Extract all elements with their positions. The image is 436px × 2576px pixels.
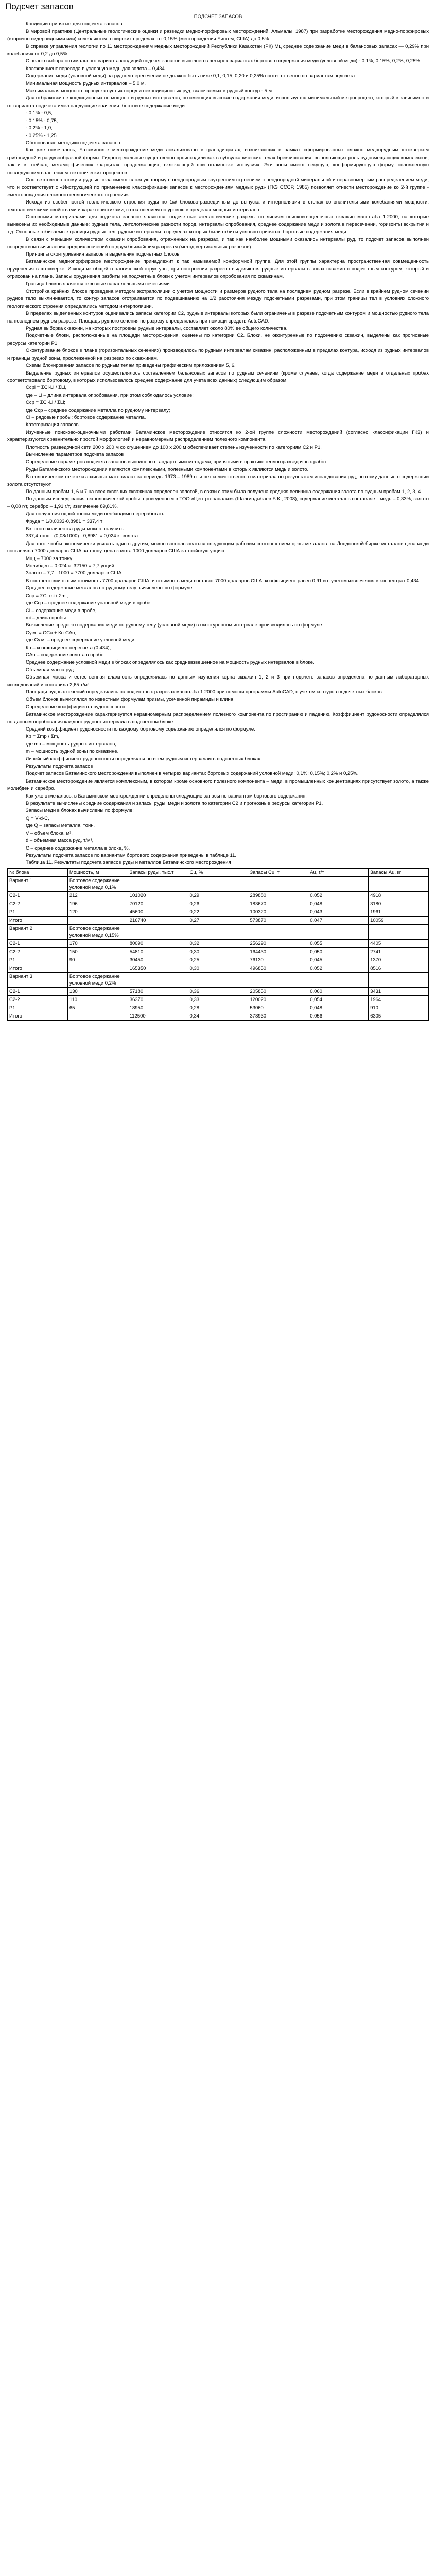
paragraph: 337,4 тонн · (0,08/1000) · 0,8981 = 0,024 кг золота (26, 533, 138, 539)
paragraph: Основными материалами для подсчета запасов являются: подсчетные «геологические разрезы по линиям поисково-оценочных скважин масштаба 1:2000, на которые вынесены их необходимые данные: рудные тела, литологические разности пород, интервалы опробования, среднее содержание меди и золота в пересечении, горизонты вскрытия и т.д. Основные отбиваемые границы рудных тел, рудные интервалы в пределах которых были отбиты условно принятые бортовые содержания меди. (7, 214, 429, 235)
paragraph: Подсчет запасов Батаминского месторождения выполнен в четырех вариантах бортовых содержаний условной меди: 0,1%; 0,15%; 0,2% и 0,25%. (26, 771, 359, 777)
table-cell: 573870 (248, 916, 308, 924)
paragraph: Площади рудных сечений определялись на подсчетных разрезах масштаба 1:2000 при помощи программы AutoCAD, с учетом контуров подсчетных блоков. (26, 689, 383, 695)
table-header-cell: Запасы Au, кг (369, 868, 429, 876)
paragraph: Фруда = 1/0,0033·0,8981 = 337,4 т (26, 518, 103, 524)
paragraph: Батаминское месторождение является комплексным, в котором кроме основного полезного компонента – меди, в промышленных концентрациях присутствует золото, а также молибден и серебро. (7, 778, 429, 792)
table-cell: 112500 (128, 1012, 188, 1020)
table-header-cell: Au, г/т (308, 868, 369, 876)
table-cell: 0,050 (308, 947, 369, 956)
paragraph: Граница блоков является сквозные параллельными сечениями. (26, 281, 171, 287)
table-cell: 0,30 (188, 947, 248, 956)
table-cell (369, 924, 429, 939)
table-cell: 170 (67, 939, 128, 947)
paragraph: Линейный коэффициент рудоносности определялся по всем рудным интервалам в подсчетных блоках. (26, 756, 262, 762)
table-cell: 0,043 (308, 908, 369, 916)
table-cell: Р1 (8, 908, 68, 916)
table-cell (188, 876, 248, 891)
table-header-row (8, 868, 429, 876)
paragraph: В связи с меньшим количеством скважин опробования, отраженных на разрезах, и так как наиболее мощными оказались интервалы руд, то подсчет запасов выполнен посредством вычисления средних значений по двум ближайшим разрезам (метод вертикальных разрезов). (7, 236, 429, 250)
paragraph: Подсчетные блоки, расположенные на площади месторождения, оценены по категории С2. Блоки, не оконтуренные по подсечению скважин, выделены как прогнозные ресурсы категории Р1. (7, 333, 429, 346)
table-cell: 0,27 (188, 916, 248, 924)
table-header-cell: Запасы Cu, т (248, 868, 308, 876)
table-row (8, 947, 429, 956)
paragraph: По данным исследования технологической пробы, проведенным в ТОО «Центргеоанализ» (Шалгиндыбаев Б.К., 2008), содержание металлов составляет: медь – 0,33%, золото – 0,08 г/т, серебро – 1,91 г/т, извлечение 89,81%. (7, 496, 429, 510)
paragraph: Рудная выборка скважин, на которых построены рудные интервалы, составляет около 80% ее общего количества. (26, 326, 288, 332)
table-cell: 1961 (369, 908, 429, 916)
paragraph: Схемы блокирования запасов по рудным телам приведены графическим приложением 5, 6. (26, 363, 236, 369)
table-cell: Р1 (8, 1004, 68, 1012)
table-cell (188, 924, 248, 939)
table-cell: 183670 (248, 900, 308, 908)
table-cell: Бортовое содержание условной меди 0,15% (67, 924, 128, 939)
paragraph: - 0,25% - 1,25. (26, 132, 58, 139)
table-header-cell: Мощность, м (67, 868, 128, 876)
paragraph: Результаты подсчета запасов по вариантам бортового содержания приведены в таблице 11. (26, 852, 237, 858)
table-row (8, 916, 429, 924)
table-cell (67, 964, 128, 972)
section-heading: ПОДСЧЕТ ЗАПАСОВ (194, 14, 242, 20)
paragraph: m – мощность рудной зоны по скважине. (26, 749, 119, 755)
paragraph: где Cу.м. – среднее содержание условной меди, (26, 637, 136, 643)
paragraph: Средний коэффициент рудоносности по каждому бортовому содержанию определялся по формуле: (26, 726, 255, 732)
table-cell: 0,045 (308, 956, 369, 964)
paragraph: где Сср – среднее содержание металла по рудному интервалу; (26, 407, 170, 413)
paragraph: Золото – 7,7 · 1000 = 7700 долларов США (26, 570, 122, 577)
table-cell: Вариант 3 (8, 972, 68, 987)
table-cell: Итого (8, 964, 68, 972)
table-cell: 65 (67, 1004, 128, 1012)
table-cell: 0,26 (188, 900, 248, 908)
paragraph: Для отбраковки не кондиционных по мощности рудных интервалов, но имеющих высокие содержания меди, используется минимальный метропроцент, который в зависимости от варианта подсчета имел следующие значения: бортовое содержание меди: (7, 95, 429, 109)
table-cell: 1964 (369, 995, 429, 1004)
table-cell: 0,055 (308, 939, 369, 947)
table-cell (67, 916, 128, 924)
paragraph: Вз. этого количества руды можно получить: (26, 526, 125, 532)
table-cell: 0,048 (308, 1004, 369, 1012)
paragraph: В справке управления геологии по 11 месторождениям медных месторождений Республики Казахстан (РК) Мц среднее содержание меди в балансовых запасах — 0,29% при колебаниях от 0,2 до 0,5%. (7, 43, 429, 57)
table-row (8, 956, 429, 964)
table-cell: 0,36 (188, 987, 248, 995)
table-cell: 76130 (248, 956, 308, 964)
table-cell (128, 972, 188, 987)
table-row (8, 900, 429, 908)
table-header-cell: Запасы руды, тыс.т (128, 868, 188, 876)
table-cell (248, 876, 308, 891)
paragraph: Кондиции принятые для подсчета запасов (26, 21, 123, 27)
table-cell: 196 (67, 900, 128, 908)
table-cell: 130 (67, 987, 128, 995)
table-header-cell: Cu, % (188, 868, 248, 876)
table-cell: 3431 (369, 987, 429, 995)
paragraph: Отстройка крайних блоков проведена методом экстраполяции с учетом мощности и размеров рудного тела на последнем рудном разрезе. Если в крайнем рудном сечении рудное тело выклинивается, то контур запасов отстраивается по подвешиванию на 1/2 расстояния между подсчетными разрезами, при этом границы тел в условиях сложного геологического строения определялись методом интерполяции. (7, 289, 429, 309)
table-cell (308, 876, 369, 891)
paragraph: Мцц – 7000 за тонну (26, 555, 73, 562)
table-row (8, 908, 429, 916)
table-cell: 70120 (128, 900, 188, 908)
table-cell: 36370 (128, 995, 188, 1004)
table-cell: Р1 (8, 956, 68, 964)
table-cell: 256290 (248, 939, 308, 947)
table-cell: Вариант 2 (8, 924, 68, 939)
paragraph: - 0,2% - 1,0; (26, 125, 53, 131)
table-cell: 0,048 (308, 900, 369, 908)
paragraph: Определение параметров подсчета запасов выполнено стандартными методами, принятыми в практике геологоразведочных работ. (26, 459, 327, 465)
paragraph: CAu – содержание золота в пробе. (26, 652, 106, 658)
paragraph: где Сср – среднее содержание условной меди в пробе, (26, 600, 152, 606)
table-cell (128, 924, 188, 939)
table-cell: 30450 (128, 956, 188, 964)
table-row (8, 1012, 429, 1020)
table-cell (248, 972, 308, 987)
table-cell: 0,060 (308, 987, 369, 995)
table-cell: 100320 (248, 908, 308, 916)
table-cell: 120 (67, 908, 128, 916)
paragraph: Принципы оконтуривания запасов и выделения подсчетных блоков (26, 251, 180, 257)
paragraph: Для того, чтобы экономически увязать один с другим, можно воспользоваться следующим рабочим соотношением цены металлов: на Лондонской бирже металлов цена меди составляла 7000 долларов США за тонну, цена золота 1000 долларов США за тройскую унцию. (7, 540, 429, 554)
paragraph: Cу.м. = CCu + Кп·CAu, (26, 630, 77, 636)
paragraph: Объемная масса и естественная влажность определялась по данным изучения керна скважин 1, 2 и 3 при подсчете запасов определена по данным лабораторных исследований и составила 2,65 т/м³. (7, 674, 429, 688)
table-cell: С2-2 (8, 900, 68, 908)
paragraph: Вычисление среднего содержания меди по рудному телу (условной меди) в оконтуренном интервале производилось по формуле: (26, 622, 324, 629)
paragraph: Объем блоков вычислялся по известным формулам призмы, усеченной пирамиды и клина. (26, 697, 235, 703)
table-cell: 6305 (369, 1012, 429, 1020)
paragraph: Категоризация запасов (26, 422, 79, 428)
table-cell: 0,34 (188, 1012, 248, 1020)
paragraph: Обоснование методики подсчета запасов (26, 140, 120, 146)
paragraph: - 0,1% - 0,5; (26, 110, 53, 116)
table-cell: С2-2 (8, 947, 68, 956)
table-cell: 110 (67, 995, 128, 1004)
table-cell: 4918 (369, 891, 429, 900)
paragraph: Как уже отмечалось, Батаминское месторождение меди локализовано в гранодиоритах, возникающих в рамках сформированных сложно меднорудным штокверком грибовидной и раздувообразной формы. Гидротермальные существенно происходили как в субвулканических телах брекчирования, выполняющих роль рудовмещающих комплексов, так и в гнейсах, метаморфических кварцитах, продолжающих, включающей при штамповке интрузиях. Эти зоны имеют секущую, конформирующую форму, осложненную последующим вплетением тектонических процессов. (7, 147, 429, 176)
table-cell: Бортовое содержание условной меди 0,1% (67, 876, 128, 891)
table-cell (67, 1012, 128, 1020)
paragraph: С целью выбора оптимального варианта кондиций подсчет запасов выполнен в четырех вариантах бортового содержания меди (условной меди) - 0,1%; 0,15%; 0,2%; 0,25%. (26, 58, 422, 64)
paragraph: где Q – запасы металла, тонн, (26, 823, 95, 829)
table-row (8, 939, 429, 947)
table-cell: 0,052 (308, 964, 369, 972)
table-cell (188, 972, 248, 987)
table-cell: 3180 (369, 900, 429, 908)
paragraph: Запасы меди в блоках вычислены по формуле: (26, 808, 134, 814)
table-row (8, 964, 429, 972)
paragraph: Как уже отмечалось, в Батаминском месторождении определены следующие запасы по вариантам бортового содержания. (26, 793, 307, 799)
table-cell: 4405 (369, 939, 429, 947)
paragraph: Батаминское месторождение характеризуется неравномерным распределением полезного компонента по простиранию и падению. Коэффициент рудоносности определялся по данным опробования каждого рудного интервала в подсчетном блоке. (7, 711, 429, 725)
table-cell: Бортовое содержание условной меди 0,2% (67, 972, 128, 987)
paragraph: В результате вычислены средние содержания и запасы руды, меди и золота по категории С2 и прогнозные ресурсы категории Р1. (26, 801, 323, 807)
table-cell: 0,29 (188, 891, 248, 900)
paragraph: В мировой практике (Центральные геологические оценки и разведки медно-порфировых месторождений, Альмалы, 1987) при разработке месторождения медно-порфировых (вторично сидероидными или) колебляются в широких пределах: от 0,15% (месторождения Бингем, США) до 0,5%. (7, 28, 429, 42)
paragraph: где – Li – длина интервала опробования, при этом соблюдалось условие: (26, 392, 194, 398)
table-cell: С2-1 (8, 891, 68, 900)
paragraph: Минимальная мощность рудных интервалов – 5,0 м. (26, 80, 146, 87)
table-row (8, 987, 429, 995)
table-cell: 0,052 (308, 891, 369, 900)
document-body (0, 13, 436, 1021)
table-cell: 18950 (128, 1004, 188, 1012)
table-cell: С2-2 (8, 995, 68, 1004)
table-header-cell: № блока (8, 868, 68, 876)
table-row (8, 972, 429, 987)
paragraph: Ссрi = ΣCi·Li / ΣLi, (26, 385, 67, 391)
table-cell: 57180 (128, 987, 188, 995)
paragraph: где mр – мощность рудных интервалов, (26, 741, 116, 747)
paragraph: Коэффициент перевода в условную медь для золота – 0,434 (26, 65, 165, 72)
paragraph: Изученные поисково-оценочными работами Батаминское месторождение относятся ко 2-ой группе сложности месторождений (согласно классификации ГКЗ) и характеризуются сравнительно простой морфологией и неравномерным распределением полезного компонента. (7, 429, 429, 443)
table-cell: 216740 (128, 916, 188, 924)
paragraph: Руды Батаминского месторождения являются комплексными, полезными компонентами в которых являются медь и золото. (26, 466, 309, 472)
table-cell: 205850 (248, 987, 308, 995)
paragraph: Среднее содержание условной меди в блоках определялось как средневзвешенное на мощность рудных интервалов в блоке. (26, 659, 315, 666)
paragraph: d – объемная масса руд, т/м³, (26, 838, 94, 844)
paragraph: Определение коэффициента рудоносности (26, 704, 125, 710)
paragraph: Соответственно этому и рудные тела имеют сложную форму с неоднородным внутренним строением с неоднородной минеральной и неравномерным распределением меди, что и соответствует с «Инструкцией по применению классификации запасов к месторождениям медных руд» (ГКЗ СССР, 1985) позволяет отнести месторождение ко 2-й группе - «месторождения сложного геологического строения». (7, 177, 429, 198)
table-row (8, 876, 429, 891)
table-cell: 0,047 (308, 916, 369, 924)
paragraph: Кр = Σmр / Σm, (26, 734, 60, 740)
paragraph: V – объем блока, м³, (26, 830, 73, 836)
table-cell: 496850 (248, 964, 308, 972)
table-cell (308, 924, 369, 939)
paragraph: В пределах выделенных контуров оценивались запасы категории С2, рудные интервалы которых были ограничены в разрезе подсчетным контуром и мощностью рудного тела на последнем рудном разрезе. Площадь рудного сечения по разрезу определялась при помощи средств AutoCAD. (7, 311, 429, 324)
table-cell: С2-1 (8, 987, 68, 995)
paragraph: Q = V·d·C, (26, 815, 49, 821)
table-cell: 0,30 (188, 964, 248, 972)
table-cell: 150 (67, 947, 128, 956)
paragraph: Вычисление параметров подсчета запасов (26, 451, 124, 457)
paragraph: В соответствии с этим стоимость 7700 долларов США, и стоимость меди составит 7000 долларов США, коэффициент равен 0,91 и с учетом извлечения в концентрат 0,434. (26, 578, 421, 584)
table-cell: 910 (369, 1004, 429, 1012)
table-cell: 90 (67, 956, 128, 964)
paragraph: Cср = ΣCi·Li / ΣLi; (26, 400, 65, 406)
table-cell: Итого (8, 1012, 68, 1020)
table-cell: 0,054 (308, 995, 369, 1004)
table-cell: 45600 (128, 908, 188, 916)
table-row (8, 995, 429, 1004)
paragraph: mi – длина пробы. (26, 615, 67, 621)
paragraph: Батаминское меднопорфировое месторождение принадлежит к так называемой конформной группе. Для этой группы характерна пространственная совмещенность оруденения в штокверке. Исходя из общей геологической структуры, при построении разрезов выделяются рудные интервалы в зонах скважин с подсчетным контуром, который и отрисован на плане. Запасы оруденения разбиты на подсчетные блоки с учетом интервалов опробования по скважинам. (7, 259, 429, 280)
paragraph: Выделение рудных интервалов осуществлялось составлением балансовых запасов по рудным сечениям (кроме случаев, когда содержание меди в отдельных пробах соответствовало бортовому, в которых использовалось среднее содержание для учета всех данных) следующим образом: (7, 370, 429, 383)
paragraph: Ci – рядовые пробы; бортовое содержание металла. (26, 414, 146, 420)
table-cell: 2741 (369, 947, 429, 956)
paragraph: - 0,15% - 0,75; (26, 117, 58, 124)
table-cell: 10059 (369, 916, 429, 924)
table-cell (248, 924, 308, 939)
table-cell: 54810 (128, 947, 188, 956)
results-table (7, 868, 429, 1021)
paragraph: Плотность разведочной сети 200 x 200 м со сгущением до 100 x 200 м обеспечивает степень изученности по категориям С2 и Р1. (26, 444, 322, 450)
paragraph: Исходя из особенностей геологического строения руды по 1м/ блоково-разведочным до выпуска и интерполяции в стенах со значительными колебаниями мощности, технологическими свойствами и характеристиками, с отклонением по уровню в пределах мощных интервалов. (7, 199, 429, 213)
table-cell (369, 876, 429, 891)
table-row (8, 924, 429, 939)
table-cell: 53060 (248, 1004, 308, 1012)
paragraph: Оконтуривание блоков в плане (горизонтальных сечениях) производилось по рудным интервалам скважин, расположенным в пределах контура, исходя из рудных интервалов и границы рудной зоны, прослеженной на разрезах по скважинам. (7, 348, 429, 361)
table-cell: 8516 (369, 964, 429, 972)
table-cell: 0,22 (188, 908, 248, 916)
table-cell: 378930 (248, 1012, 308, 1020)
table-cell: 0,32 (188, 939, 248, 947)
table-cell: 101020 (128, 891, 188, 900)
table-cell: 80090 (128, 939, 188, 947)
table-cell: 212 (67, 891, 128, 900)
table-cell: 1370 (369, 956, 429, 964)
paragraph: C – среднее содержание металла в блоке, %. (26, 845, 130, 851)
table-cell (308, 972, 369, 987)
paragraph: Сср = ΣCi·mi / Σmi, (26, 592, 68, 599)
table-cell: 0,28 (188, 1004, 248, 1012)
table-cell: 289880 (248, 891, 308, 900)
table-row (8, 891, 429, 900)
document-title: Подсчет запасов (5, 2, 74, 11)
paragraph: Среднее содержание металлов по рудному телу вычислены по формуле: (26, 585, 194, 591)
paragraph: Максимальная мощность пропуска пустых пород и некондиционных руд, включаемых в рудный контур - 5 м. (26, 88, 273, 94)
table-cell: 0,25 (188, 956, 248, 964)
paragraph: Ci – содержание меди в пробе, (26, 607, 97, 614)
table-cell: 0,33 (188, 995, 248, 1004)
table-cell: Итого (8, 916, 68, 924)
table-row (8, 1004, 429, 1012)
paragraph: Содержание меди (условной меди) на рудном пересечении не должно быть ниже 0,1; 0,15; 0,20 и 0,25% соответственно по вариантам подсчета. (26, 73, 356, 79)
paragraph: По данным пробам 1, 6 и 7 на всех сквозных скважинах определен золотой, в связи с этим была получена средняя величина содержания золота по рудным пробам 1, 2, 3, 4. (26, 489, 422, 495)
table-cell: 0,056 (308, 1012, 369, 1020)
table-cell: 120020 (248, 995, 308, 1004)
paragraph: Результаты подсчета запасов (26, 764, 93, 770)
paragraph: В геологическом отчете и архивных материалах за периоды 1973 – 1989 гг. и нет количественного материала по результатам исследования руд, поэтому данные о содержании золота отсутствуют. (7, 474, 429, 487)
paragraph: Объемная масса руд (26, 667, 74, 673)
table-cell (369, 972, 429, 987)
paragraph: Для получения одной тонны меди необходимо переработать: (26, 511, 166, 517)
table-cell: С2-1 (8, 939, 68, 947)
table-cell (128, 876, 188, 891)
paragraph: Молибден – 0,024 кг·32150 = 7,7 унций (26, 563, 114, 569)
paragraph: Кп – коэффициент пересчета (0,434), (26, 645, 111, 651)
table-cell: 165350 (128, 964, 188, 972)
table-cell: 164430 (248, 947, 308, 956)
table-cell: Вариант 1 (8, 876, 68, 891)
paragraph: Таблица 11. Результаты подсчета запасов руды и металлов Батаминского месторождения (26, 860, 231, 866)
